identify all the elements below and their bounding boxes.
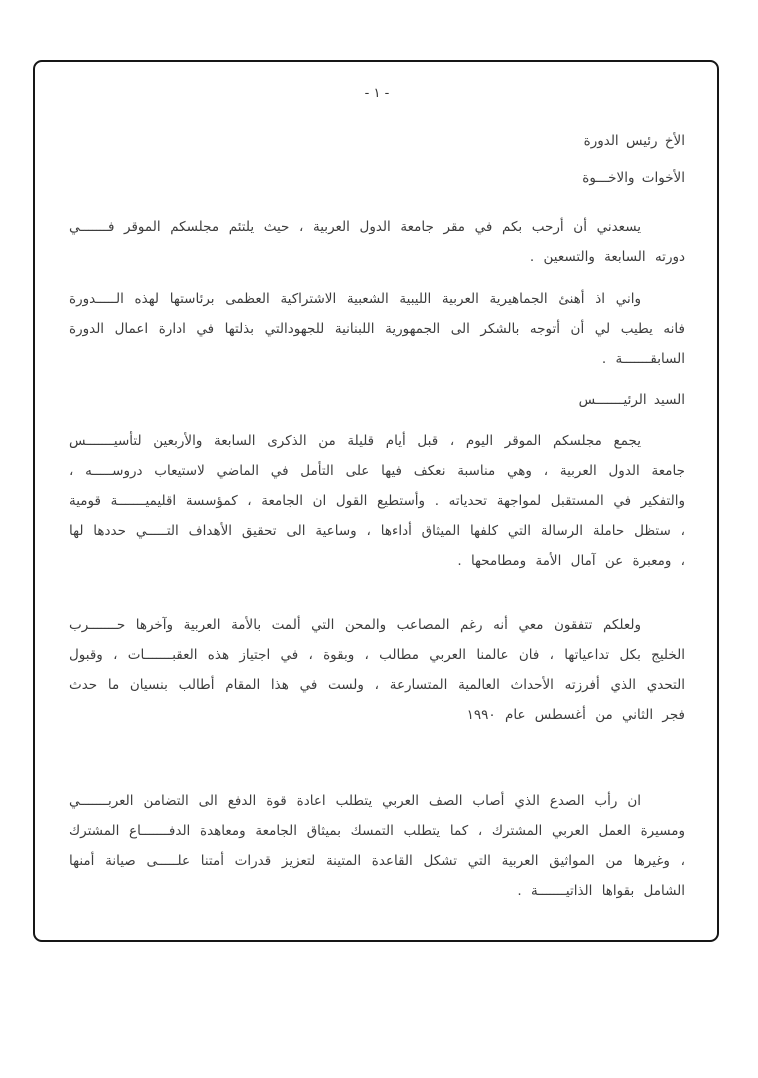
page-content: [35, 62, 717, 940]
salutation-session-chairman: الأخ رئيس الدورة: [583, 133, 685, 149]
page-border-frame: [33, 60, 719, 942]
paragraph-anniversary: يجمع مجلسكم الموقر اليوم ، قبل أيام قليلة من الذكرى السابعة والأربعين لتأسيـــــــس جامعة الدول العربية ، وهي مناسبة نعكف فيها على التأمل في الماضي لاستيعاب دروســـــه ، والتفكير في المستقبل لمواجهة تحدياته . وأستطيع القول ان الجامعة ، كمؤسسة اقليميـــــــة قومية ، ستظل حاملة الرسالة التي كلفها الميثاق أداءها ، وساعية الى تحقيق الأهداف التـــــي حددها لها ، ومعبرة عن آمال الأمة ومطامحها .: [69, 433, 685, 569]
page-number: - ١ -: [364, 86, 390, 101]
salutation-sisters-brothers: الأخوات والاخـــوة: [582, 170, 685, 186]
heading-mr-president: السيد الرئيـــــــس: [578, 392, 685, 408]
paragraph-congratulations: واني اذ أهنئ الجماهيرية العربية الليبية الشعبية الاشتراكية العظمى برئاستها لهذه الـــــدورة فانه يطيب لي أن أتوجه بالشكر الى الجمهورية اللبنانية للجهودالتي بذلتها في ادارة اعمال الدورة السابقـــــــة .: [69, 291, 685, 367]
paragraph-gulf-war: ولعلكم تتفقون معي أنه رغم المصاعب والمحن التي ألمت بالأمة العربية وآخرها حـــــــرب الخليج بكل تداعياتها ، فان عالمنا العربي مطالب ، وبقوة ، في اجتياز هذه العقبـــــــات ، وقبول التحدي الذي أفرزته الأحداث العالمية المتسارعة ، ولست في هذا المقام أطالب بنسيان ما حدث فجر الثاني من أغسطس عام ١٩٩٠: [69, 617, 685, 723]
paragraph-welcome: يسعدني أن أرحب بكم في مقر جامعة الدول العربية ، حيث يلتئم مجلسكم الموقر فـــــــي دورته السابعة والتسعين .: [69, 219, 685, 265]
paragraph-arab-solidarity: ان رأب الصدع الذي أصاب الصف العربي يتطلب اعادة قوة الدفع الى التضامن العربـــــــي ومسيرة العمل العربي المشترك ، كما يتطلب التمسك بميثاق الجامعة ومعاهدة الدفـــــــاع المشترك ، وغيرها من المواثيق العربية التي تشكل القاعدة المتينة لتعزيز قدرات أمتنا علـــــى صيانة أمنها الشامل بقواها الذاتيـــــــة .: [69, 793, 685, 899]
